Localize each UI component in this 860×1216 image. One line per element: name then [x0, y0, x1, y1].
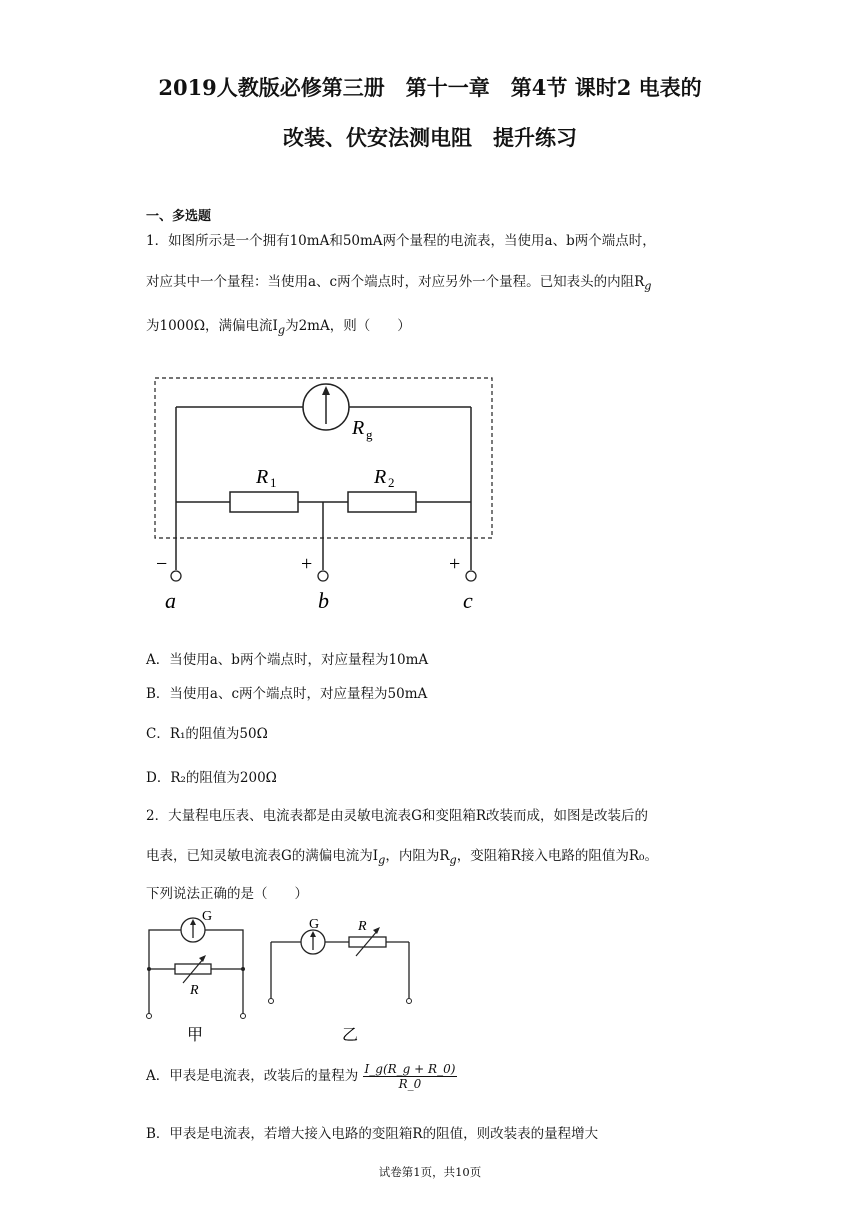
- q2-option-a-text: A．甲表是电流表，改装后的量程为: [146, 1068, 359, 1084]
- r1-sub: 1: [270, 475, 277, 490]
- q2-line-2-sub2: g: [449, 853, 457, 867]
- q2-line-2-mid: ，内阻为R: [385, 848, 450, 864]
- r1-label: R: [256, 466, 269, 488]
- title-line-2: 改装、伏安法测电阻 提升练习: [283, 125, 577, 150]
- q2-line-3: 下列说法正确的是（ ）: [146, 886, 308, 902]
- g-label-jia: G: [202, 909, 213, 924]
- label-jia: 甲: [187, 1027, 204, 1044]
- q2-line-2-sub: g: [378, 853, 386, 867]
- fraction-denominator: R_0: [398, 1077, 422, 1091]
- r2-label: R: [374, 466, 387, 488]
- q1-line-2: [146, 272, 651, 297]
- q2-option-a: [146, 1062, 457, 1091]
- q2-option-b: B．甲表是电流表，若增大接入电路的变阻箱R的阻值，则改装表的量程增大: [146, 1126, 599, 1142]
- q1-option-c: C．R₁的阻值为50Ω: [146, 726, 268, 742]
- q1-option-a: A．当使用a、b两个端点时，对应量程为10mA: [146, 652, 429, 668]
- plus-c: +: [449, 553, 461, 575]
- q1-line-3: [146, 316, 411, 341]
- terminal-a: [171, 571, 181, 581]
- terminal-c: [466, 571, 476, 581]
- q1-option-b: B．当使用a、c两个端点时，对应量程为50mA: [146, 686, 428, 702]
- meter-label: R: [352, 417, 365, 439]
- label-a: a: [165, 588, 176, 613]
- meter-sub: g: [366, 427, 373, 442]
- label-b: b: [318, 588, 329, 613]
- q1-line-2-text: 对应其中一个量程：当使用a、c两个端点时，对应另外一个量程。已知表头的内阻R: [146, 274, 645, 290]
- q1-line-3-tail: 为2mA，则（ ）: [285, 318, 411, 334]
- q2-line-2-text: 电表，已知灵敏电流表G的满偏电流为I: [146, 848, 379, 864]
- r-label-yi: R: [358, 919, 367, 934]
- q2-line-2: [146, 846, 658, 871]
- page-footer: 试卷第1页，共10页: [378, 1165, 482, 1179]
- q1-circuit-diagram: [140, 370, 510, 620]
- minus-sign: −: [156, 553, 168, 575]
- resistor-r2: [348, 492, 416, 512]
- q2-option-a-fraction: [363, 1062, 458, 1091]
- g-label-yi: G: [309, 917, 320, 932]
- q1-line-3-sub: g: [277, 323, 286, 337]
- q1-line-2-sub: g: [644, 279, 652, 293]
- plus-b: +: [301, 553, 313, 575]
- section-heading: 一、多选题: [146, 209, 212, 224]
- q2-line-2-tail: ，变阻箱R接入电路的阻值为R₀。: [456, 848, 658, 864]
- terminal-b: [318, 571, 328, 581]
- q1-option-d: D．R₂的阻值为200Ω: [146, 770, 277, 786]
- r-label-jia: R: [190, 983, 199, 998]
- label-yi: 乙: [342, 1027, 359, 1044]
- r2-sub: 2: [388, 475, 395, 490]
- title-line-1: 2019人教版必修第三册 第十一章 第4节 课时2 电表的: [158, 75, 702, 100]
- q1-line-1: 1．如图所示是一个拥有10mA和50mA两个量程的电流表，当使用a、b两个端点时，: [146, 233, 656, 249]
- rheostat-jia: [175, 964, 211, 974]
- q2-circuit-diagrams: [140, 906, 440, 1056]
- resistor-r1: [230, 492, 298, 512]
- label-c: c: [463, 588, 473, 613]
- q2-line-1: 2．大量程电压表、电流表都是由灵敏电流表G和变阻箱R改装而成，如图是改装后的: [146, 808, 649, 824]
- q1-line-3-text: 为1000Ω，满偏电流I: [146, 318, 278, 334]
- fraction-numerator: I_g(R_g + R_0): [364, 1062, 456, 1076]
